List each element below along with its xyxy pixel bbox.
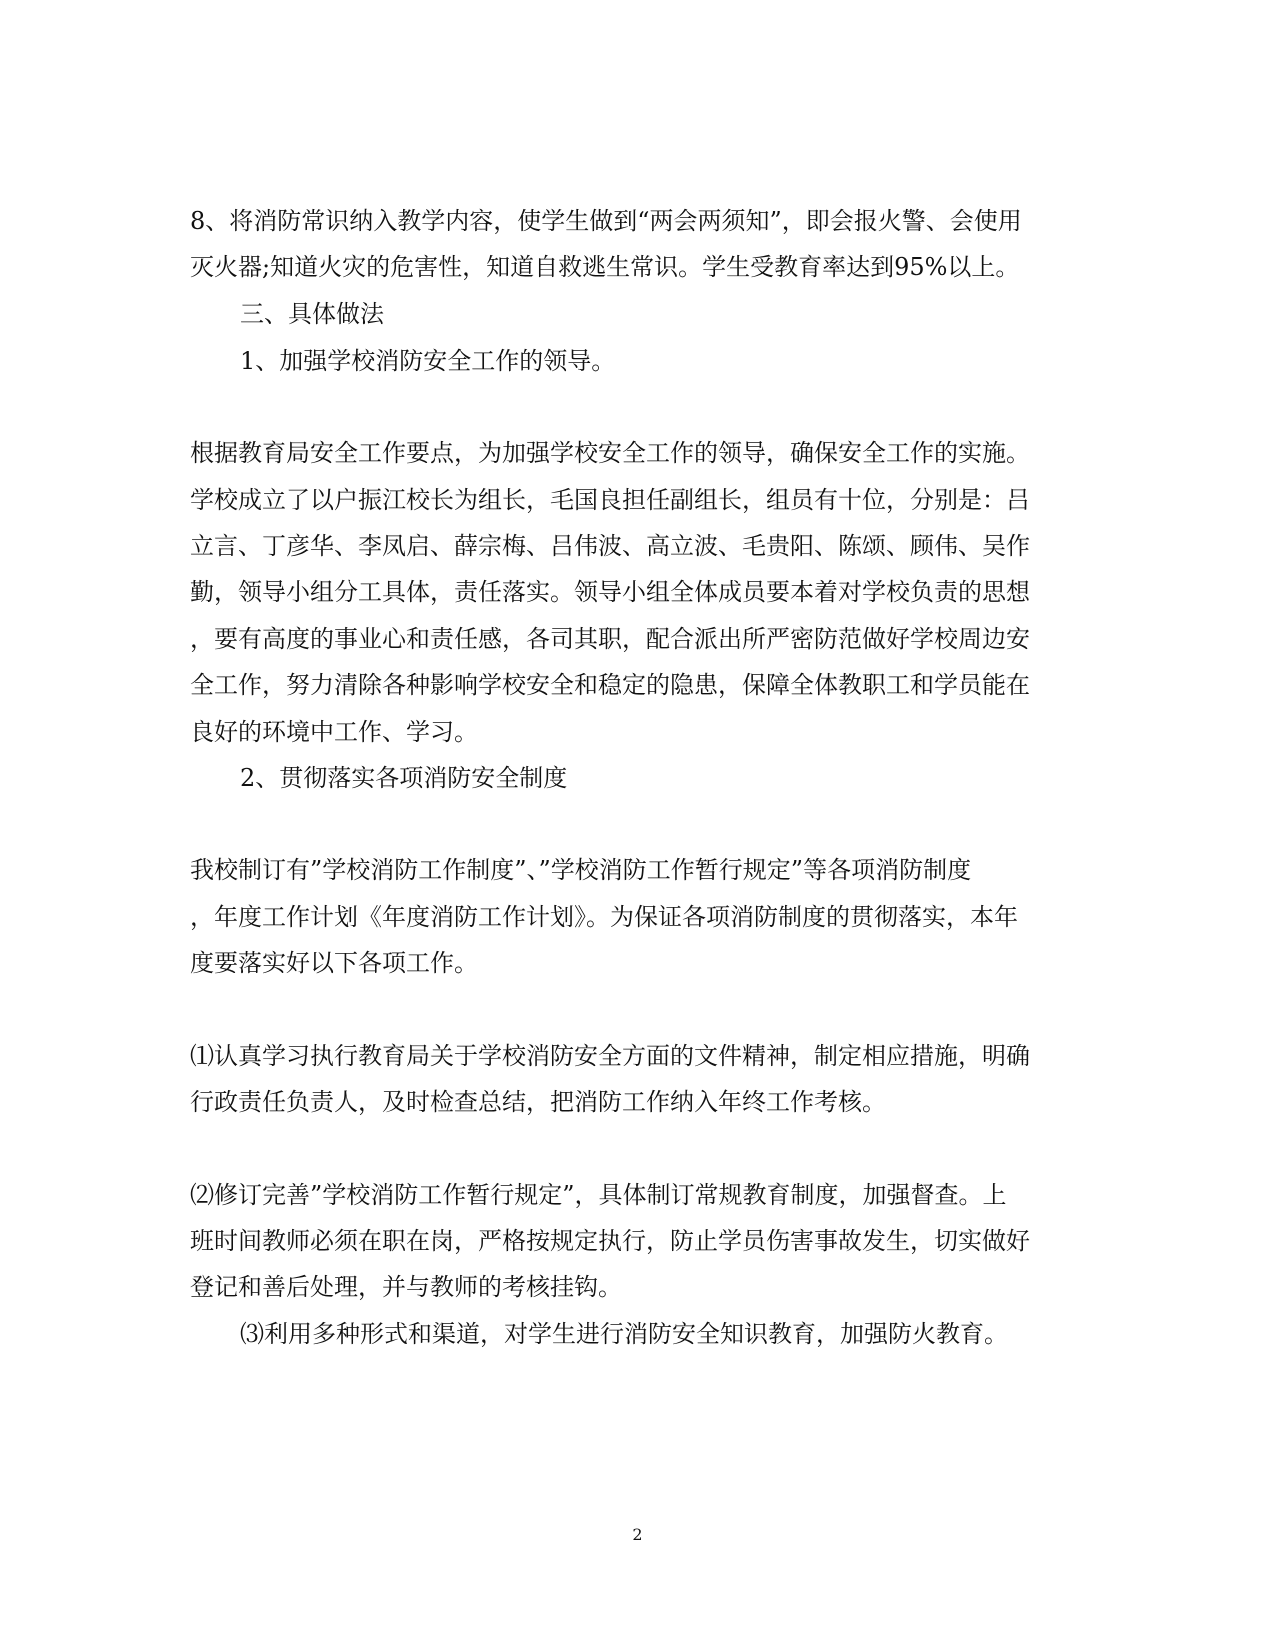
subsection-heading: 2、贯彻落实各项消防安全制度 xyxy=(240,764,568,792)
text-line: 登记和善后处理，并与教师的考核挂钩。 xyxy=(190,1273,622,1301)
text-line: 良好的环境中工作、学习。 xyxy=(190,718,478,746)
section-heading: 三、具体做法 xyxy=(240,300,384,328)
text-line: ，要有高度的事业心和责任感，各司其职，配合派出所严密防范做好学校周边安 xyxy=(190,625,1030,653)
subsection-heading: 1、加强学校消防安全工作的领导。 xyxy=(240,347,616,375)
list-item: ⑶利用多种形式和渠道，对学生进行消防安全知识教育，加强防火教育。 xyxy=(240,1320,1008,1348)
text-line: 行政责任负责人，及时检查总结，把消防工作纳入年终工作考核。 xyxy=(190,1088,886,1116)
text-line: 我校制订有”学校消防工作制度”、”学校消防工作暂行规定”等各项消防制度 xyxy=(190,856,972,884)
text-line: 勤，领导小组分工具体，责任落实。领导小组全体成员要本着对学校负责的思想 xyxy=(190,578,1030,606)
text-line: 立言、丁彦华、李凤启、薛宗梅、吕伟波、高立波、毛贵阳、陈颂、顾伟、吴作 xyxy=(190,532,1030,560)
text-line: 根据教育局安全工作要点，为加强学校安全工作的领导，确保安全工作的实施。 xyxy=(190,439,1030,467)
list-item: ⑴认真学习执行教育局关于学校消防安全方面的文件精神，制定相应措施，明确 xyxy=(190,1042,1030,1070)
text-line: 8、将消防常识纳入教学内容，使学生做到“两会两须知”，即会报火警、会使用 xyxy=(190,207,1022,235)
text-line: 灭火器;知道火灾的危害性，知道自救逃生常识。学生受教育率达到95%以上。 xyxy=(190,253,1020,281)
text-line: 班时间教师必须在职在岗，严格按规定执行，防止学员伤害事故发生，切实做好 xyxy=(190,1227,1030,1255)
page-number: 2 xyxy=(632,1525,643,1544)
text-line: 学校成立了以户振江校长为组长，毛国良担任副组长，组员有十位，分别是：吕 xyxy=(190,486,1030,514)
text-line: 全工作，努力清除各种影响学校安全和稳定的隐患，保障全体教职工和学员能在 xyxy=(190,671,1030,699)
text-line: ，年度工作计划《年度消防工作计划》。为保证各项消防制度的贯彻落实，本年 xyxy=(190,903,1018,931)
text-line: 度要落实好以下各项工作。 xyxy=(190,949,478,977)
list-item: ⑵修订完善”学校消防工作暂行规定”，具体制订常规教育制度，加强督查。上 xyxy=(190,1181,1007,1209)
